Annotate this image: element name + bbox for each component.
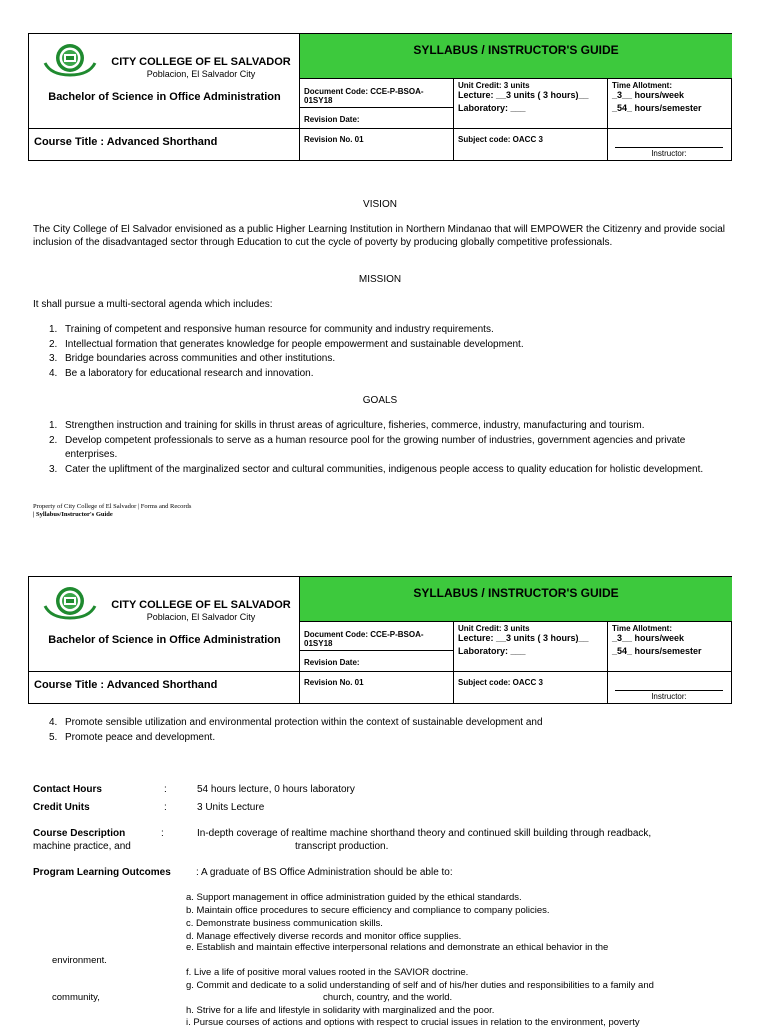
footer-doc: | Syllabus/Instructor's Guide <box>33 511 113 518</box>
unit-credit: Unit Credit: 3 units <box>458 624 530 633</box>
mission-heading: MISSION <box>358 274 402 285</box>
list-item: 3. Cater the upliftment of the marginalized sector and cultural communities, indigenous people access to quality education for holistic development. <box>49 463 704 475</box>
plo-item-b: b. Maintain office procedures to secure efficiency and compliance to company policies. <box>186 905 550 916</box>
plo-item-a: a. Support management in office administration guided by the ethical standards. <box>186 892 522 903</box>
plo-item-g-cont1: community, <box>52 992 100 1003</box>
doc-title: SYLLABUS / INSTRUCTOR'S GUIDE <box>413 586 619 600</box>
hours-week: _3__ hours/week <box>612 90 685 100</box>
lecture-units: Lecture: __3 units ( 3 hours)__ <box>458 90 589 100</box>
list-item: 3. Bridge boundaries across communities and other institutions. <box>49 353 336 364</box>
college-name: CITY COLLEGE OF EL SALVADOR <box>111 56 291 68</box>
instructor-label: Instructor: <box>651 149 687 158</box>
college-address: Poblacion, El Salvador City <box>146 69 256 79</box>
list-item: 4. Be a laboratory for educational research and innovation. <box>49 367 314 379</box>
plo-item-g-cont2: church, country, and the world. <box>323 992 453 1003</box>
colon: : <box>164 784 167 795</box>
plo-item-e-cont: environment. <box>52 955 107 966</box>
course-title: Course Title : Advanced Shorthand <box>34 679 218 691</box>
plo-intro: : A graduate of BS Office Administration should be able to: <box>196 867 453 878</box>
subject-code: Subject code: OACC 3 <box>458 135 543 144</box>
list-item: 1. Strengthen instruction and training for skills in thrust areas of agriculture, fisheries, commerce, industry, manufacturing and tourism. <box>49 420 645 431</box>
contact-hours-value: 54 hours lecture, 0 hours laboratory <box>197 784 355 795</box>
college-seal-logo <box>43 41 97 77</box>
time-allotment: Time Allotment: <box>612 81 673 90</box>
revision-date: Revision Date: <box>304 658 360 667</box>
plo-item-d: d. Manage effectively diverse records and monitor office supplies. <box>186 931 462 942</box>
plo-item-i: i. Pursue courses of actions and options with respect to crucial issues in relation to the environment, poverty <box>186 1017 640 1028</box>
list-item: 5. Promote peace and development. <box>49 731 216 743</box>
course-description-line2a: machine practice, and <box>33 841 131 852</box>
goals-list <box>33 419 725 477</box>
mission-intro: It shall pursue a multi-sectoral agenda which includes: <box>33 299 273 310</box>
plo-item-e: e. Establish and maintain effective interpersonal relations and demonstrate an ethical behavior in the <box>186 942 609 953</box>
list-item: 2. Develop competent professionals to serve as a human resource pool for the growing number of industries, government agencies and private enterprises. <box>49 434 686 460</box>
plo-item-f: f. Live a life of positive moral values rooted in the SAVIOR doctrine. <box>186 967 469 978</box>
college-address: Poblacion, El Salvador City <box>146 612 256 622</box>
plo-label: Program Learning Outcomes <box>33 867 171 878</box>
colon: : <box>161 828 164 839</box>
list-item: 4. Promote sensible utilization and environmental protection within the context of sustainable development and <box>49 717 543 728</box>
revision-date: Revision Date: <box>304 115 360 124</box>
lecture-units: Lecture: __3 units ( 3 hours)__ <box>458 633 589 643</box>
doc-title: SYLLABUS / INSTRUCTOR'S GUIDE <box>413 43 619 57</box>
syllabus-header <box>28 33 732 161</box>
course-description-line1: In-depth coverage of realtime machine shorthand theory and continued skill building through readback, <box>197 828 652 839</box>
subject-code: Subject code: OACC 3 <box>458 678 543 687</box>
hours-semester: _54_ hours/semester <box>612 103 702 113</box>
document-code: Document Code: CCE-P-BSOA-01SY18 <box>304 630 424 648</box>
plo-item-g: g. Commit and dedicate to a solid understanding of self and of his/her duties and responsibilities to a family and <box>186 980 654 991</box>
college-seal-logo <box>43 584 97 620</box>
footer-property: Property of City College of El Salvador | Forms and Records <box>33 503 192 510</box>
list-item: 1. Training of competent and responsive human resource for community and industry requirements. <box>49 324 494 335</box>
document-code: Document Code: CCE-P-BSOA-01SY18 <box>304 87 424 105</box>
goals-heading: GOALS <box>362 395 398 406</box>
hours-week: _3__ hours/week <box>612 633 685 643</box>
credit-units-label: Credit Units <box>33 802 90 813</box>
revision-no: Revision No. 01 <box>304 678 364 687</box>
program-name: Bachelor of Science in Office Administration <box>48 634 281 646</box>
instructor-label: Instructor: <box>651 692 687 701</box>
course-title: Course Title : Advanced Shorthand <box>34 136 218 148</box>
laboratory-units: Laboratory: ___ <box>458 646 526 656</box>
laboratory-units: Laboratory: ___ <box>458 103 526 113</box>
unit-credit: Unit Credit: 3 units <box>458 81 530 90</box>
colon: : <box>164 802 167 813</box>
goals-list-continued <box>33 716 733 745</box>
revision-no: Revision No. 01 <box>304 135 364 144</box>
instructor-signature-line <box>615 147 723 148</box>
time-allotment: Time Allotment: <box>612 624 673 633</box>
course-description-line2b: transcript production. <box>295 841 389 852</box>
college-name: CITY COLLEGE OF EL SALVADOR <box>111 599 291 611</box>
mission-list <box>33 323 733 381</box>
instructor-signature-line <box>615 690 723 691</box>
credit-units-value: 3 Units Lecture <box>197 802 265 813</box>
syllabus-header <box>28 576 732 704</box>
course-description-label: Course Description <box>33 828 126 839</box>
contact-hours-label: Contact Hours <box>33 784 102 795</box>
vision-text: The City College of El Salvador envisioned as a public Higher Learning Institution in Northern Mindanao that will EMPOWER the Citizenry and provide social inclusion of the disadvantaged sector through Education to cut the cycle of poverty by producing globally competitive professionals. <box>33 224 726 248</box>
plo-item-h: h. Strive for a life and lifestyle in solidarity with marginalized and the poor. <box>186 1005 495 1016</box>
list-item: 2. Intellectual formation that generates knowledge for people empowerment and sustainable development. <box>49 338 524 350</box>
vision-heading: VISION <box>363 199 397 210</box>
program-name: Bachelor of Science in Office Administration <box>48 91 281 103</box>
plo-item-c: c. Demonstrate business communication skills. <box>186 918 383 929</box>
hours-semester: _54_ hours/semester <box>612 646 702 656</box>
